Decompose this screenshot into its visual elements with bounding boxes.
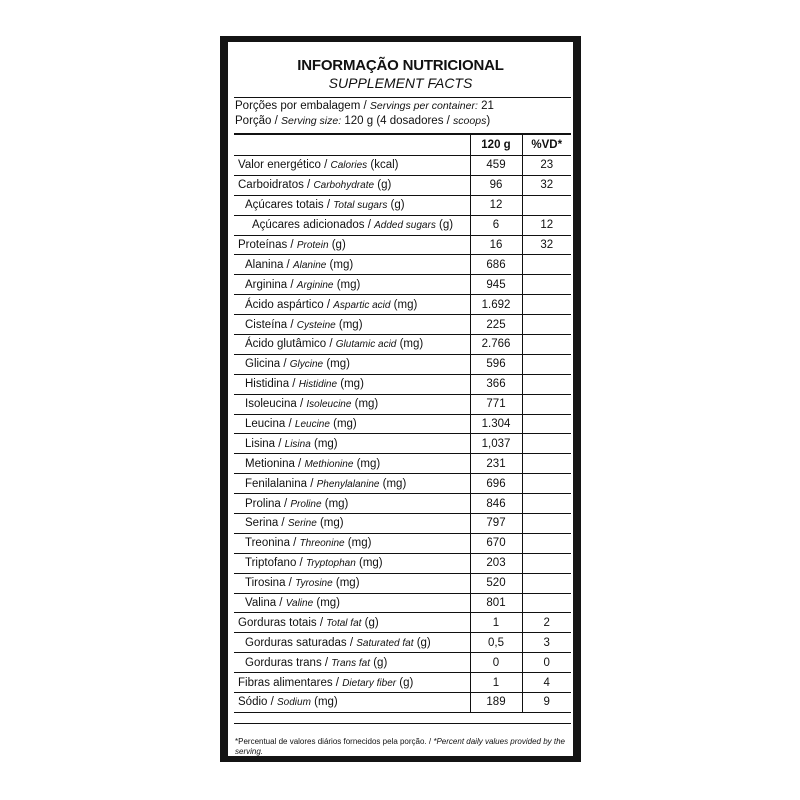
nutrient-dv: [522, 533, 571, 553]
nutrient-unit: (mg): [338, 318, 363, 331]
nutrient-name-pt: Arginina /: [245, 278, 294, 291]
nutrient-name-pt: Fibras alimentares /: [238, 676, 339, 689]
nutrient-name-pt: Valor energético /: [238, 159, 328, 172]
table-row: [234, 335, 571, 355]
nutrient-name-pt: Tirosina /: [245, 577, 292, 590]
nutrient-unit: (mg): [336, 278, 361, 291]
serving-size-value: 120 g (4 dosadores /: [344, 115, 450, 127]
nutrient-dv: 0: [522, 653, 571, 673]
nutrient-label: [234, 693, 470, 713]
nutrient-dv: [522, 275, 571, 295]
servings-per-container-value: 21: [481, 100, 494, 112]
footnote-pt: *Percentual de valores diários fornecidos pela porção. /: [235, 737, 432, 746]
nutrient-label: [234, 573, 470, 593]
serving-size: [235, 114, 490, 128]
table-row: [234, 255, 571, 275]
table-row: [234, 593, 571, 613]
nutrient-name-en: Total fat: [326, 617, 362, 629]
nutrient-label: [234, 653, 470, 673]
table-row: [234, 514, 571, 534]
nutrient-name-en: Lisina: [284, 438, 311, 450]
nutrient-name-en: Cysteine: [296, 319, 336, 331]
nutrient-name-en: Arginine: [296, 279, 334, 291]
nutrient-label: [234, 295, 470, 315]
nutrient-amount: 520: [470, 573, 522, 593]
table-row: [234, 533, 571, 553]
nutrient-unit: (g): [416, 636, 431, 649]
nutrient-dv: 4: [522, 673, 571, 693]
nutrient-amount: 459: [470, 156, 522, 176]
nutrient-dv: [522, 434, 571, 454]
nutrient-amount: 1: [470, 613, 522, 633]
divider-top: [234, 97, 571, 98]
nutrient-unit: (mg): [326, 358, 350, 371]
nutrient-name-en: Glycine: [289, 359, 324, 371]
nutrient-amount: 1,037: [470, 434, 522, 454]
nutrient-amount: 231: [470, 454, 522, 474]
nutrient-dv: 3: [522, 633, 571, 653]
nutrient-name-pt: Isoleucina /: [245, 398, 304, 411]
table-row: [234, 275, 571, 295]
nutrient-amount: 696: [470, 474, 522, 494]
nutrient-label: [234, 553, 470, 573]
nutrient-label: [234, 235, 470, 255]
nutrient-unit: (g): [373, 656, 388, 669]
nutrient-amount: 0: [470, 653, 522, 673]
table-row: [234, 175, 571, 195]
nutrient-name-pt: Carboidratos /: [238, 179, 311, 192]
nutrient-label: [234, 315, 470, 335]
serving-size-unit-en: scoops: [453, 115, 487, 127]
footnote-en: *Percent daily values provided by the serving.: [235, 737, 565, 756]
nutrient-name-en: Protein: [296, 240, 329, 251]
nutrient-unit: (g): [364, 616, 379, 629]
nutrient-amount: 366: [470, 374, 522, 394]
nutrient-dv: [522, 414, 571, 434]
nutrient-name-pt: Sódio /: [238, 696, 274, 709]
nutrient-label: [234, 175, 470, 195]
nutrient-name-en: Added sugars: [374, 220, 436, 232]
nutrient-name-en: Serine: [287, 518, 317, 530]
table-row: [234, 653, 571, 673]
serving-size-en: Serving size:: [281, 115, 342, 127]
nutrient-name-en: Calories: [330, 160, 368, 172]
nutrient-amount: 686: [470, 255, 522, 275]
nutrient-unit: (g): [377, 179, 392, 192]
nutrition-facts-panel: [228, 42, 573, 756]
nutrient-amount: 945: [470, 275, 522, 295]
nutrient-name-en: Threonine: [299, 538, 345, 550]
nutrient-label: [234, 215, 470, 235]
nutrient-name-en: Trans fat: [331, 657, 371, 669]
nutrient-name-pt: Fenilalanina /: [245, 477, 314, 490]
nutrient-unit: (mg): [324, 497, 349, 510]
nutrient-unit: (mg): [399, 338, 424, 351]
nutrient-amount: 0,5: [470, 633, 522, 653]
nutrient-dv: 32: [522, 175, 571, 195]
serving-size-pt: Porção /: [235, 115, 278, 127]
table-row: [234, 354, 571, 374]
table-row: [234, 434, 571, 454]
table-row: [234, 553, 571, 573]
table-row: [234, 633, 571, 653]
nutrient-label: [234, 394, 470, 414]
nutrient-dv: [522, 514, 571, 534]
table-row: [234, 195, 571, 215]
table-header-row: [234, 135, 571, 156]
nutrient-amount: 2.766: [470, 335, 522, 355]
nutrient-amount: 189: [470, 693, 522, 713]
nutrient-dv: 9: [522, 693, 571, 713]
nutrient-label: [234, 533, 470, 553]
nutrient-amount: 596: [470, 354, 522, 374]
nutrient-amount: 225: [470, 315, 522, 335]
nutrient-unit: (mg): [393, 298, 418, 311]
nutrient-dv: [522, 335, 571, 355]
nutrient-unit: (mg): [356, 457, 381, 470]
nutrient-amount: 771: [470, 394, 522, 414]
nutrient-amount: 16: [470, 235, 522, 255]
nutrient-unit: (g): [399, 676, 414, 689]
table-row: [234, 673, 571, 693]
nutrient-name-en: Tyrosine: [295, 578, 333, 590]
column-header-dv: %VD*: [522, 135, 571, 156]
nutrient-unit: (mg): [354, 398, 379, 411]
nutrient-name-en: Dietary fiber: [342, 677, 397, 689]
nutrient-amount: 1: [470, 673, 522, 693]
nutrient-name-en: Methionine: [304, 458, 354, 470]
table-row: [234, 374, 571, 394]
nutrient-dv: 23: [522, 156, 571, 176]
nutrient-unit: (g): [331, 239, 346, 251]
nutrient-dv: [522, 195, 571, 215]
nutrient-name-en: Carbohydrate: [313, 180, 375, 192]
nutrient-dv: [522, 494, 571, 514]
nutrient-unit: (mg): [347, 537, 372, 550]
nutrient-dv: [522, 295, 571, 315]
nutrient-name-en: Saturated fat: [356, 637, 414, 649]
nutrient-unit: (mg): [340, 378, 364, 391]
nutrient-name-pt: Glicina /: [245, 358, 287, 371]
nutrient-unit: (mg): [335, 577, 360, 590]
table-row: [234, 315, 571, 335]
nutrient-name-en: Proline: [290, 498, 322, 510]
nutrient-amount: 96: [470, 175, 522, 195]
nutrient-label: [234, 414, 470, 434]
nutrient-dv: [522, 374, 571, 394]
nutrient-label: [234, 195, 470, 215]
nutrient-label: [234, 514, 470, 534]
servings-per-container-en: Servings per container:: [369, 100, 478, 112]
nutrient-label: [234, 374, 470, 394]
nutrient-name-pt: Gorduras trans /: [245, 656, 329, 669]
nutrient-dv: [522, 573, 571, 593]
label-title: INFORMAÇÃO NUTRICIONAL: [297, 57, 504, 74]
nutrition-table: [234, 135, 571, 713]
table-row: [234, 613, 571, 633]
nutrient-name-en: Leucine: [294, 419, 330, 431]
nutrient-label: [234, 474, 470, 494]
table-row: [234, 573, 571, 593]
nutrient-amount: 1.304: [470, 414, 522, 434]
nutrient-name-pt: Gorduras totais /: [238, 616, 324, 629]
table-row: [234, 454, 571, 474]
nutrient-name-pt: Prolina /: [245, 497, 288, 510]
nutrient-name-pt: Proteínas /: [238, 239, 294, 251]
nutrient-name-pt: Treonina /: [245, 537, 297, 550]
nutrient-dv: [522, 315, 571, 335]
nutrient-name-pt: Metionina /: [245, 457, 302, 470]
nutrient-label: [234, 454, 470, 474]
nutrient-label: [234, 156, 470, 176]
nutrient-label: [234, 494, 470, 514]
table-row: [234, 494, 571, 514]
nutrient-dv: [522, 394, 571, 414]
divider-bottom: [234, 723, 571, 724]
nutrient-dv: 2: [522, 613, 571, 633]
nutrient-dv: 32: [522, 235, 571, 255]
table-row: [234, 295, 571, 315]
nutrient-dv: [522, 454, 571, 474]
nutrient-unit: (mg): [313, 437, 338, 450]
nutrient-name-pt: Triptofano /: [245, 557, 303, 570]
label-subtitle: SUPPLEMENT FACTS: [328, 75, 473, 91]
nutrient-amount: 846: [470, 494, 522, 514]
table-row: [234, 235, 571, 255]
nutrient-dv: [522, 474, 571, 494]
nutrient-name-en: Phenylalanine: [316, 478, 380, 490]
nutrient-amount: 670: [470, 533, 522, 553]
nutrient-dv: [522, 255, 571, 275]
nutrient-amount: 6: [470, 215, 522, 235]
nutrient-label: [234, 593, 470, 613]
serving-size-close: ): [486, 115, 491, 127]
nutrient-unit: (mg): [316, 597, 340, 610]
nutrient-amount: 12: [470, 195, 522, 215]
nutrient-name-en: Histidine: [298, 379, 338, 391]
nutrient-name-pt: Cisteína /: [245, 318, 294, 331]
nutrient-name-en: Tryptophan: [305, 558, 356, 570]
nutrient-amount: 797: [470, 514, 522, 534]
table-row: [234, 215, 571, 235]
table-row: [234, 156, 571, 176]
footnote: [235, 737, 570, 757]
nutrient-label: [234, 434, 470, 454]
nutrient-name-en: Glutamic acid: [335, 339, 397, 351]
nutrient-unit: (kcal): [370, 159, 399, 172]
nutrient-name-pt: Açúcares totais /: [245, 199, 331, 212]
nutrient-amount: 1.692: [470, 295, 522, 315]
nutrient-name-pt: Histidina /: [245, 378, 296, 391]
nutrient-unit: (mg): [319, 517, 344, 530]
nutrient-name-en: Alanine: [292, 259, 327, 271]
nutrient-name-en: Isoleucine: [306, 399, 352, 411]
nutrient-dv: [522, 553, 571, 573]
servings-per-container: [235, 99, 494, 113]
nutrient-unit: (g): [439, 219, 454, 232]
nutrient-label: [234, 673, 470, 693]
column-header-amount: 120 g: [470, 135, 522, 156]
nutrient-name-en: Total sugars: [333, 200, 388, 212]
nutrient-unit: (mg): [359, 557, 383, 570]
nutrient-name-pt: Serina /: [245, 517, 285, 530]
table-row: [234, 414, 571, 434]
nutrient-label: [234, 255, 470, 275]
nutrient-name-pt: Açúcares adicionados /: [252, 219, 371, 232]
nutrient-name-pt: Gorduras saturadas /: [245, 636, 354, 649]
nutrient-label: [234, 613, 470, 633]
nutrient-name-en: Aspartic acid: [333, 299, 391, 311]
nutrient-name-en: Sodium: [277, 697, 311, 709]
nutrient-label: [234, 335, 470, 355]
table-row: [234, 394, 571, 414]
nutrient-unit: (g): [390, 199, 405, 212]
nutrient-label: [234, 275, 470, 295]
nutrient-label: [234, 354, 470, 374]
nutrient-name-pt: Alanina /: [245, 258, 290, 271]
nutrient-name-pt: Valina /: [245, 597, 283, 610]
nutrient-name-en: Valine: [285, 598, 314, 610]
nutrient-dv: 12: [522, 215, 571, 235]
nutrient-dv: [522, 354, 571, 374]
nutrient-unit: (mg): [329, 258, 354, 271]
table-row: [234, 474, 571, 494]
nutrient-name-pt: Lisina /: [245, 437, 282, 450]
nutrient-label: [234, 633, 470, 653]
header-blank: [234, 135, 470, 156]
nutrient-amount: 801: [470, 593, 522, 613]
nutrient-unit: (mg): [314, 696, 338, 709]
servings-per-container-pt: Porções por embalagem /: [235, 100, 367, 112]
nutrient-amount: 203: [470, 553, 522, 573]
nutrient-unit: (mg): [333, 418, 357, 431]
nutrient-name-pt: Leucina /: [245, 418, 292, 431]
nutrient-name-pt: Ácido glutâmico /: [245, 338, 333, 351]
nutrient-unit: (mg): [382, 477, 407, 490]
nutrient-dv: [522, 593, 571, 613]
table-row: [234, 693, 571, 713]
nutrient-name-pt: Ácido aspártico /: [245, 298, 331, 311]
